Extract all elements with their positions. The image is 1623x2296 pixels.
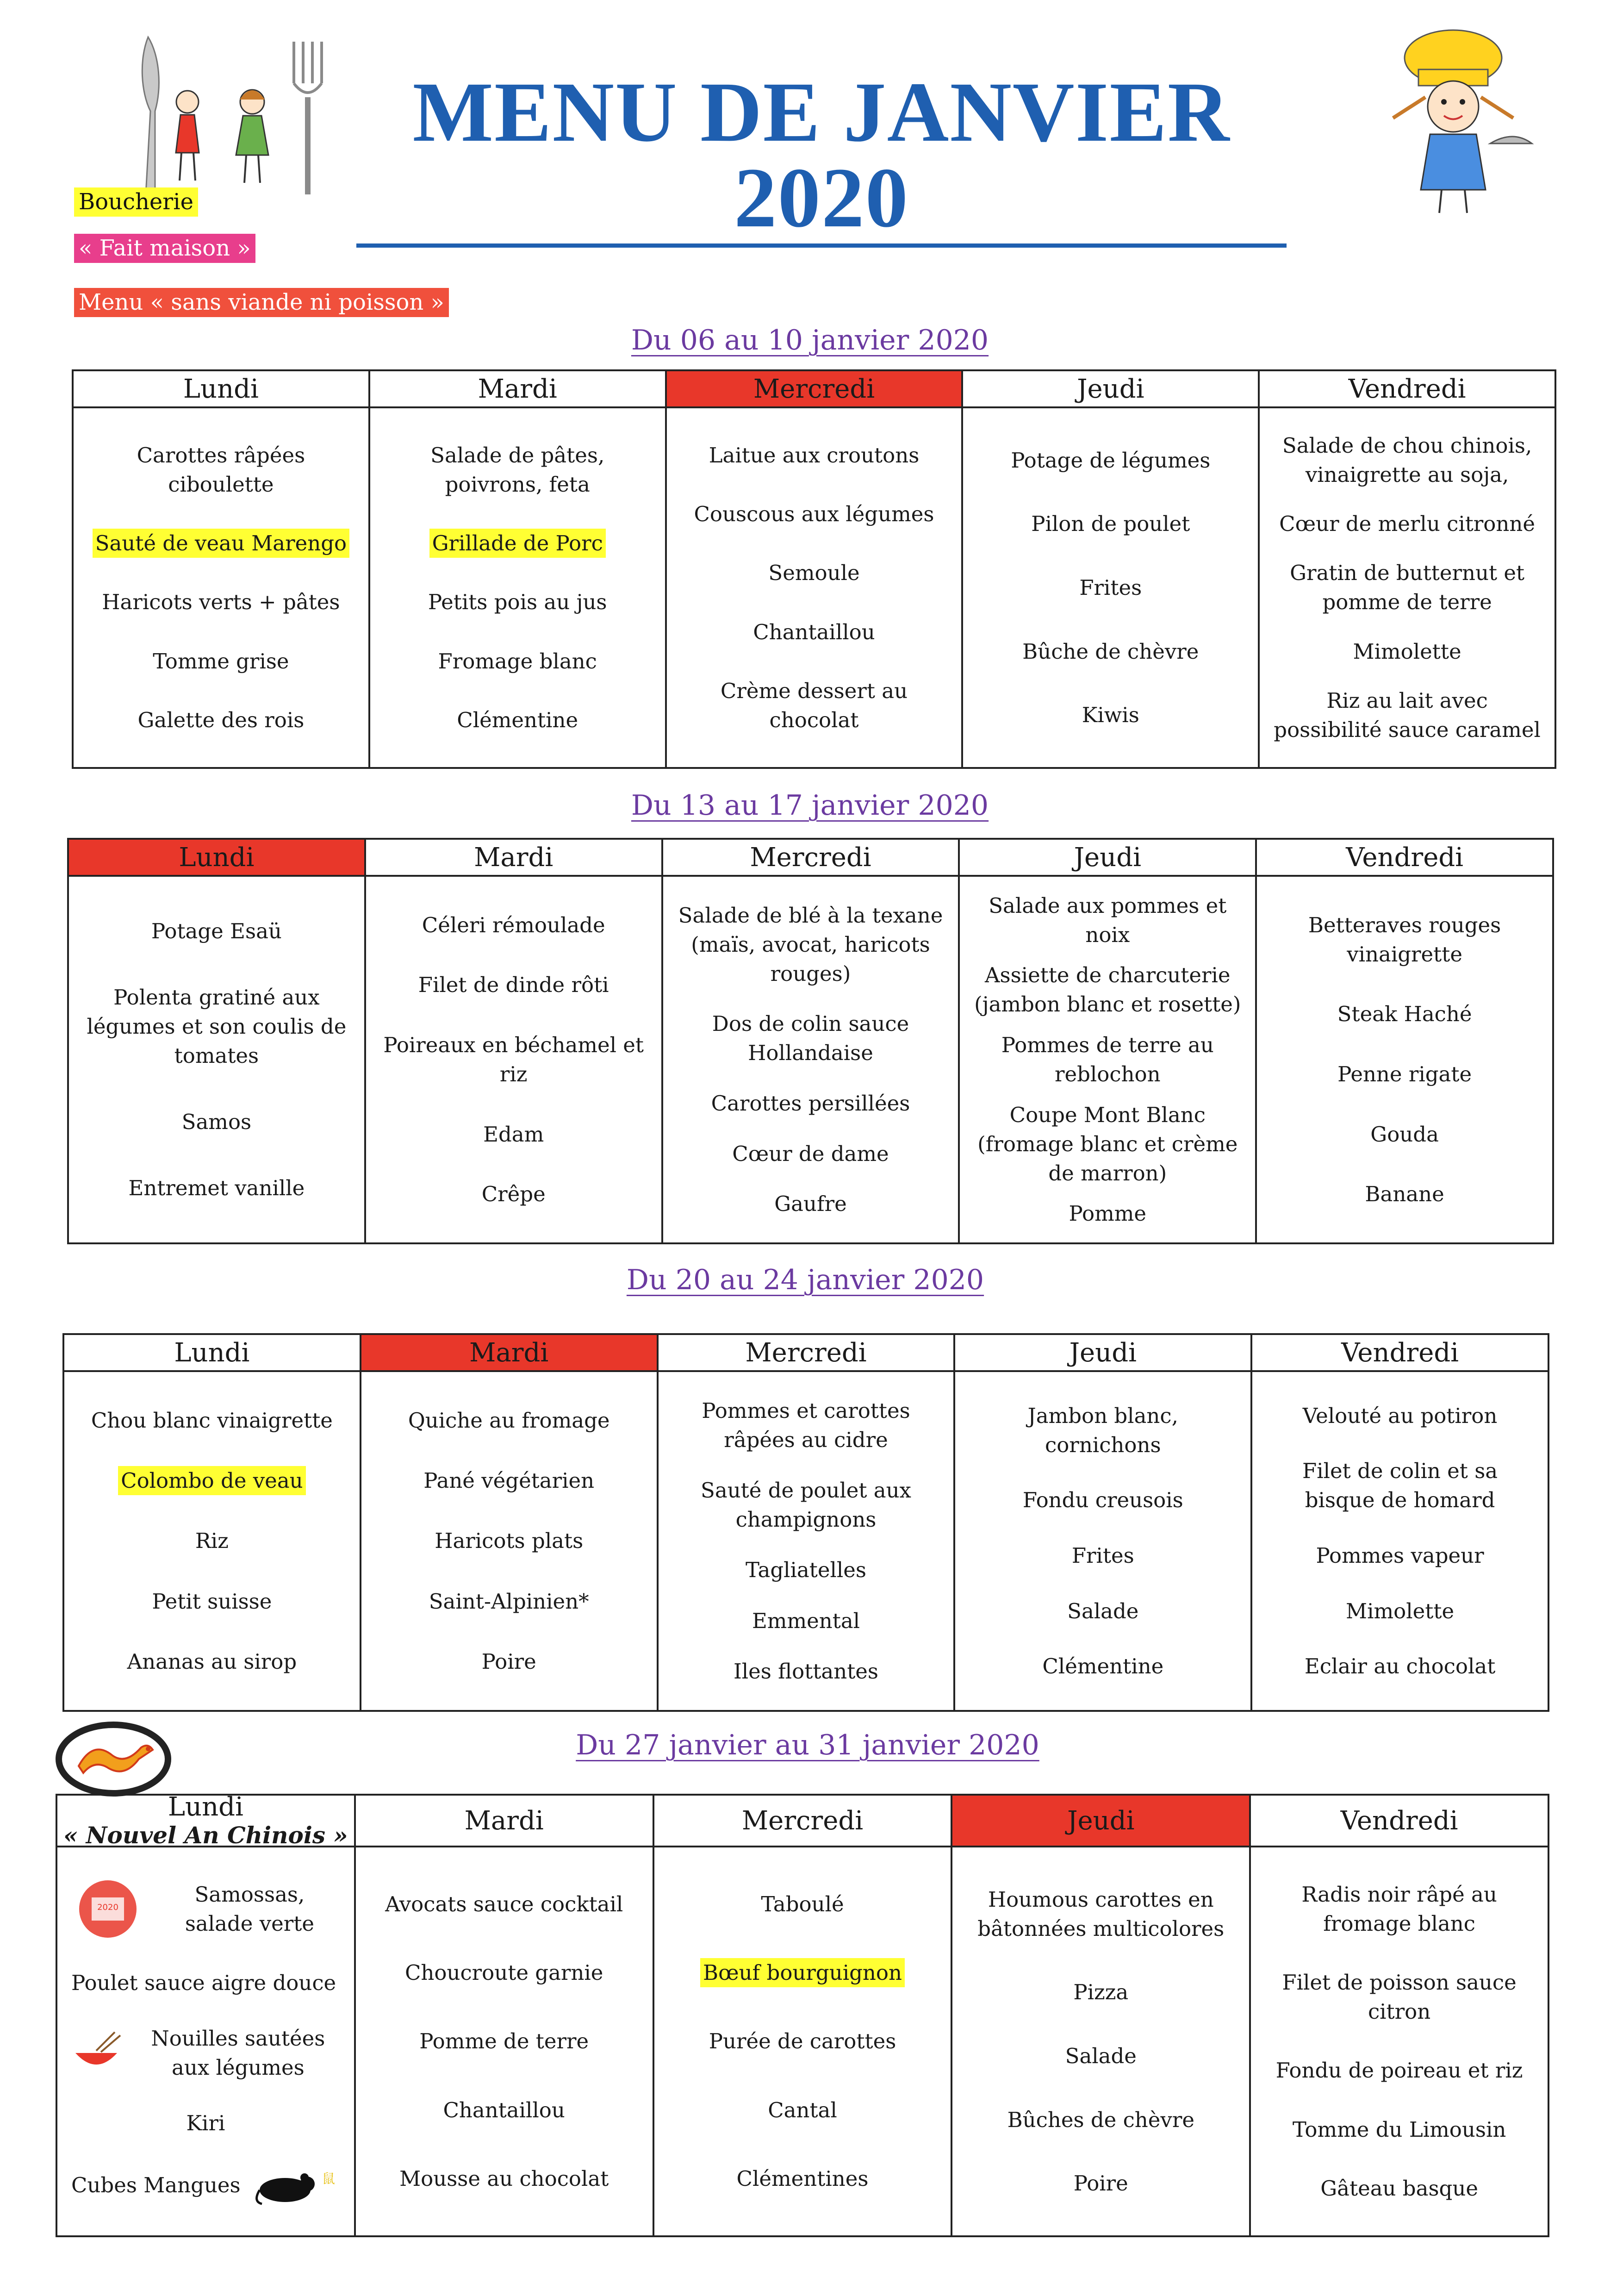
dish: Cœur de dame [732,1141,889,1166]
rat-icon [253,2165,335,2206]
day-column-lundi [57,1847,356,2235]
dish: Coupe Mont Blanc (fromage blanc et crème de marron) [977,1102,1238,1185]
day-column-vendredi [1252,1372,1548,1710]
dish: Galette des rois [137,707,305,732]
dish: Chantaillou [443,2097,565,2122]
dish: Céleri rémoulade [422,912,605,937]
dish: Clémentine [457,707,578,732]
day-column-mercredi [667,408,964,767]
dish: Petit suisse [152,1589,272,1614]
dish: Cubes Mangues [71,2173,241,2198]
dish: Avocats sauce cocktail [385,1892,623,1917]
day-header-mercredi: Mercredi [654,1796,953,1846]
dish: Quiche au fromage [408,1408,610,1433]
dish: Mimolette [1353,639,1461,664]
day-column-lundi [69,877,366,1242]
dish: Pommes de terre au reblochon [1001,1032,1214,1086]
dish: Velouté au potiron [1302,1403,1498,1428]
week-4-title: Du 27 janvier au 31 janvier 2020 [576,1729,1039,1761]
dish: Nouilles sautées aux légumes [151,2026,325,2080]
dish: Crème dessert au chocolat [720,678,908,732]
dish: Radis noir râpé au fromage blanc [1301,1882,1497,1936]
dish: Fondu creusois [1022,1488,1183,1513]
dish: Potage de légumes [1011,448,1211,473]
dish: Tagliatelles [745,1558,866,1583]
dish: Dos de colin sauce Hollandaise [712,1011,909,1066]
dish: Salade de blé à la texane (maïs, avocat, haricots rouges) [678,903,943,986]
dish: Poireaux en béchamel et riz [383,1032,644,1086]
day-header-mercredi: Mercredi [667,371,964,406]
dish: Entremet vanille [128,1176,305,1200]
dish: Gratin de butternut et pomme de terre [1290,561,1525,615]
legend-sans-viande: Menu « sans viande ni poisson » [74,288,449,317]
dish: Pomme de terre [419,2029,589,2054]
dish: Saint-Alpinien* [429,1589,589,1614]
day-header-jeudi: Jeudi [960,840,1257,875]
day-column-mardi [370,408,667,767]
day-header-vendredi: Vendredi [1340,1805,1458,1836]
dish: Semoule [768,561,860,586]
day-header-lundi: Lundi [69,840,366,875]
dish: Carottes râpées ciboulette [137,443,305,497]
lantern-icon [68,1877,147,1941]
day-column-mardi [366,877,663,1242]
dish: Fondu de poireau et riz [1275,2058,1523,2083]
day-column-jeudi [960,877,1257,1242]
dish: Bûches de chèvre [1007,2107,1194,2132]
day-column-vendredi [1260,408,1555,767]
dish: Tomme du Limousin [1292,2117,1506,2142]
day-header-jeudi: Jeudi [952,1796,1251,1846]
page-title: MENU DE JANVIER 2020 [356,69,1287,248]
dish: Jambon blanc, cornichons [1027,1403,1178,1457]
week-3-table [62,1333,1549,1712]
dish: Gaufre [774,1192,847,1217]
day-header-lundi: Lundi [74,371,370,406]
dish: Purée de carottes [709,2029,896,2054]
dish: Potage Esaü [151,919,282,943]
day-column-jeudi [952,1847,1251,2235]
list-item [68,2165,343,2206]
dish: Frites [1079,575,1142,600]
day-header-mardi: Mardi [361,1335,659,1370]
legend-fait-maison: « Fait maison » [74,234,255,263]
dish: Assiette de charcuterie (jambon blanc et rosette) [974,963,1241,1017]
day-column-mercredi [663,877,960,1242]
dish: Tomme grise [153,649,289,674]
dish: Ananas au sirop [127,1649,297,1674]
dish: Poire [481,1649,536,1674]
day-column-vendredi [1251,1847,1548,2235]
dish: Gouda [1370,1122,1439,1147]
chinese-new-year-label: « Nouvel An Chinois » [63,1822,348,1849]
dish: Filet de colin et sa bisque de homard [1302,1459,1498,1513]
dish: Crêpe [481,1182,546,1207]
dish: Cantal [768,2097,837,2122]
day-column-jeudi [963,408,1260,767]
noodle-bowl-icon [68,2030,124,2076]
dish: Sauté de poulet aux champignons [701,1478,911,1532]
dish: Pané végétarien [423,1468,595,1493]
day-header-mardi: Mardi [366,840,663,875]
list-item [68,2024,343,2082]
day-column-mardi [361,1372,659,1710]
week-2-title: Du 13 au 17 janvier 2020 [631,789,989,822]
day-column-mercredi [659,1372,956,1710]
day-header-mercredi: Mercredi [659,1335,956,1370]
day-header-jeudi: Jeudi [955,1335,1252,1370]
dish: Salade de chou chinois, vinaigrette au soja, [1282,433,1532,487]
dish: Chou blanc vinaigrette [91,1408,333,1433]
dish: Salade de pâtes, poivrons, feta [430,443,605,497]
dish: Salade [1065,2043,1137,2068]
dish: Penne rigate [1337,1061,1472,1086]
dish: Poulet sauce aigre douce [71,1970,336,1995]
dish: Banane [1365,1182,1444,1207]
dish: Houmous carottes en bâtonnées multicolores [977,1887,1225,1941]
dish: Choucroute garnie [404,1960,603,1985]
dish: Mousse au chocolat [399,2166,609,2191]
day-column-jeudi [955,1372,1252,1710]
legend-boucherie: Boucherie [74,187,198,217]
dish: Eclair au chocolat [1304,1654,1496,1679]
dish: Cœur de merlu citronné [1279,512,1535,537]
list-item [68,1877,343,1941]
dish: Couscous aux légumes [694,502,934,527]
dish: Carottes persillées [711,1091,910,1116]
dish: Taboulé [761,1892,844,1917]
svg-text:2020: 2020 [97,1903,118,1913]
dish: Laitue aux croutons [709,443,920,468]
dish: Riz au lait avec possibilité sauce caramel [1274,688,1541,742]
dish: Frites [1071,1543,1134,1568]
dish: Pomme [1069,1201,1147,1226]
dish: Pilon de poulet [1031,512,1190,537]
dish: Petits pois au jus [428,590,607,615]
chef-girl-illustration [1374,23,1541,218]
kids-cutlery-illustration [130,32,329,199]
day-header-vendredi: Vendredi [1346,842,1464,873]
dish: Gâteau basque [1320,2176,1478,2201]
day-header-lundi: Lundi [64,1335,361,1370]
week-1-title: Du 06 au 10 janvier 2020 [631,324,989,356]
dish: Clémentines [736,2166,869,2191]
day-column-mercredi [654,1847,953,2235]
dish: Polenta gratiné aux légumes et son coulis de tomates [87,985,347,1068]
dish: Colombo de veau [118,1466,306,1495]
week-3-title: Du 20 au 24 janvier 2020 [626,1264,984,1296]
dish: Samossas, salade verte [185,1882,314,1936]
dish: Steak Haché [1337,1002,1472,1027]
day-column-mardi [356,1847,654,2235]
dragon-badge-icon [56,1722,171,1796]
dish: Haricots plats [435,1529,584,1554]
dish: Sauté de veau Marengo [93,529,350,558]
week-2-table [67,838,1554,1244]
day-header-mardi: Mardi [370,371,667,406]
dish: Pizza [1073,1980,1129,2005]
dish: Bûche de chèvre [1022,639,1199,664]
day-header-lundi [57,1792,356,1849]
dish: Clémentine [1042,1654,1164,1679]
dish: Kiri [186,2111,225,2136]
week-4-table [56,1794,1549,2237]
dish: Samos [181,1110,252,1134]
dish: Chantaillou [753,619,875,644]
dish: Emmental [752,1608,860,1633]
dish: Edam [483,1122,544,1147]
day-column-lundi [74,408,370,767]
dish: Filet de poisson sauce citron [1282,1970,1517,2024]
day-name: Lundi [168,1792,243,1822]
dish: Bœuf bourguignon [700,1958,905,1987]
dish: Grillade de Porc [429,529,606,558]
day-column-lundi [64,1372,361,1710]
dish: Betteraves rouges vinaigrette [1308,912,1501,967]
day-header-mercredi: Mercredi [663,840,960,875]
dish: Pommes vapeur [1316,1543,1484,1568]
dish: Filet de dinde rôti [418,973,609,998]
dish: Haricots verts + pâtes [102,590,340,615]
dish: Salade aux pommes et noix [989,893,1227,947]
dish: Iles flottantes [733,1659,879,1684]
week-1-table [72,369,1556,769]
dish: Kiwis [1082,703,1139,728]
dish: Riz [195,1529,229,1554]
dish: Salade [1067,1598,1139,1623]
day-header-mardi: Mardi [356,1796,654,1846]
dish: Pommes et carottes râpées au cidre [702,1398,910,1453]
dish: Fromage blanc [438,649,597,674]
svg-text:鼠: 鼠 [322,2171,335,2186]
day-column-vendredi [1257,877,1552,1242]
day-header-jeudi: Jeudi [963,371,1260,406]
dish: Poire [1073,2171,1128,2196]
day-header-vendredi: Vendredi [1348,374,1466,404]
dish: Mimolette [1346,1598,1455,1623]
day-header-vendredi: Vendredi [1341,1337,1459,1368]
